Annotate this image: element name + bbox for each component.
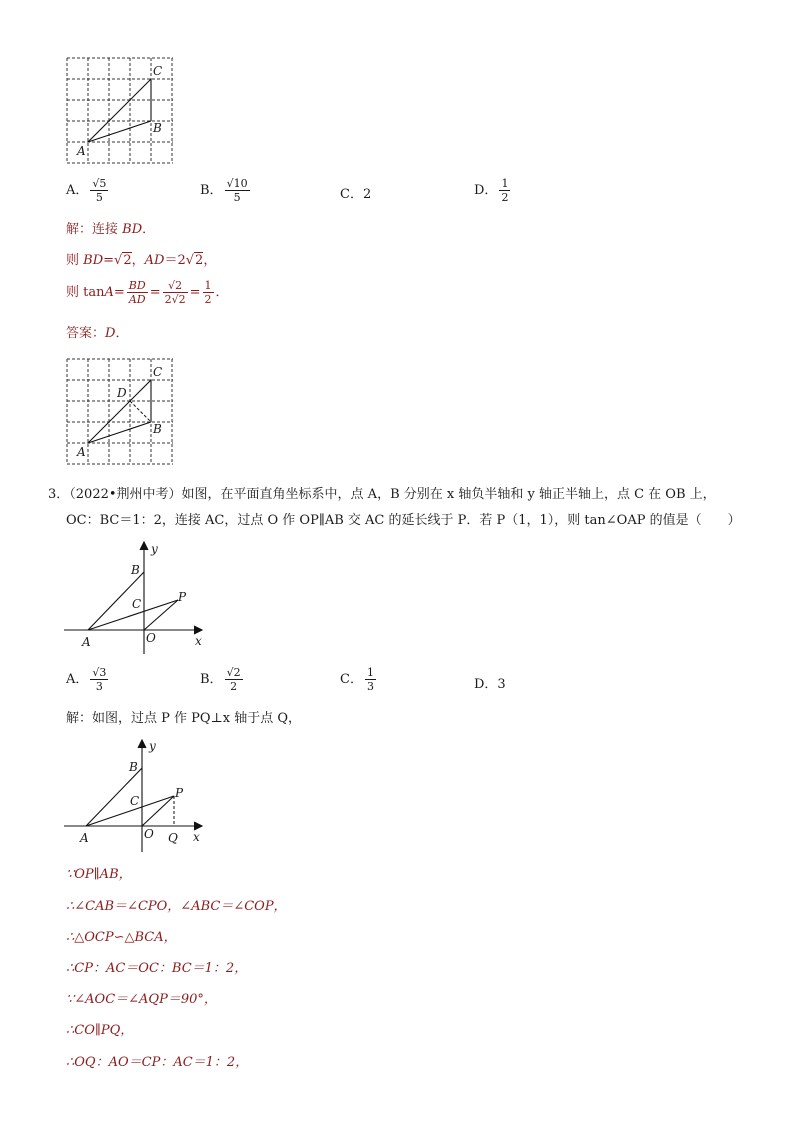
label-a: A xyxy=(77,445,86,459)
q3-step-6: ∴CO∥PQ， xyxy=(66,1023,134,1038)
segment-ab xyxy=(88,121,151,142)
svg-text:O: O xyxy=(144,827,154,841)
q2-answer: 答案：D． xyxy=(66,326,129,341)
svg-text:A: A xyxy=(82,635,91,649)
svg-text:B: B xyxy=(131,563,140,577)
q3-step-4: ∴CP：AC＝OC：BC＝1：2， xyxy=(66,961,248,976)
label-a: A xyxy=(77,144,86,158)
q3-statement-line1: 3．（2022•荆州中考）如图，在平面直角坐标系中，点 A，B 分别在 x 轴负半轴和 y 轴正半轴上，点 C 在 OB 上， xyxy=(48,487,716,502)
figure-coordinate-triangle xyxy=(62,538,212,656)
svg-text:P: P xyxy=(175,786,184,800)
segment-bd xyxy=(130,401,151,422)
svg-text:C: C xyxy=(132,597,142,611)
q3-step-5: ∵∠AOC＝∠AQP＝90°， xyxy=(66,992,217,1007)
label-c: C xyxy=(153,64,163,78)
q3-step-1: ∵OP∥AB， xyxy=(66,867,132,882)
label-b: B xyxy=(153,422,162,436)
q3-option-b[interactable]: B． $\frac{√2}{2}$ xyxy=(200,666,241,693)
q2-option-b[interactable]: B． $\frac{√10}{5}$ xyxy=(200,177,248,204)
q2-solution-line1: 解：连接 BD． xyxy=(66,222,156,237)
q2-option-d[interactable]: D． $\frac{1}{2}$ xyxy=(474,177,509,204)
figure-grid-triangle-abc xyxy=(64,55,176,167)
svg-text:x: x xyxy=(195,634,202,648)
q3-option-d[interactable]: D．3 xyxy=(474,677,506,692)
label-b: B xyxy=(153,121,162,135)
q2-option-c[interactable]: C．2 xyxy=(340,187,372,202)
q3-step-7: ∴OQ：AO＝CP：AC＝1：2， xyxy=(66,1055,249,1070)
label-c: C xyxy=(153,365,163,379)
q3-step-2: ∴∠CAB＝∠CPO，∠ABC＝∠COP， xyxy=(66,899,287,914)
q3-solution-intro: 解：如图，过点 P 作 PQ⊥x 轴于点 Q， xyxy=(66,711,302,726)
q2-solution-line3: 则 tanA= $\frac{BD}{AD}$ = $\frac{√2}{2√2}$ = $\frac{1}{2}$ ． xyxy=(66,279,229,306)
q3-statement-line2: OC：BC＝1：2，连接 AC，过点 O 作 OP∥AB 交 AC 的延长线于 P．若 P（1，1），则 tan∠OAP 的值是（ ） xyxy=(66,513,741,528)
svg-text:x: x xyxy=(193,830,200,844)
figure-grid-triangle-with-d xyxy=(64,356,176,468)
segment-ac xyxy=(88,79,151,142)
q3-option-c[interactable]: C． $\frac{1}{3}$ xyxy=(340,666,374,693)
svg-text:y: y xyxy=(149,739,156,753)
svg-text:Q: Q xyxy=(168,831,178,845)
svg-text:A: A xyxy=(80,831,89,845)
q3-option-a[interactable]: A． $\frac{√3}{3}$ xyxy=(66,666,107,693)
figure-coordinate-triangle-with-q xyxy=(62,736,212,854)
label-d: D xyxy=(117,386,127,400)
q3-step-3: ∴△OCP∽△BCA， xyxy=(66,930,177,945)
q2-option-a[interactable]: A． $\frac{√5}{5}$ xyxy=(66,177,107,204)
svg-text:C: C xyxy=(130,794,140,808)
svg-text:P: P xyxy=(178,590,187,604)
q2-solution-line2: 则 BD=√2，AD＝2√2， xyxy=(66,253,217,268)
svg-text:y: y xyxy=(151,542,158,556)
svg-text:B: B xyxy=(129,760,138,774)
svg-text:O: O xyxy=(146,631,156,645)
